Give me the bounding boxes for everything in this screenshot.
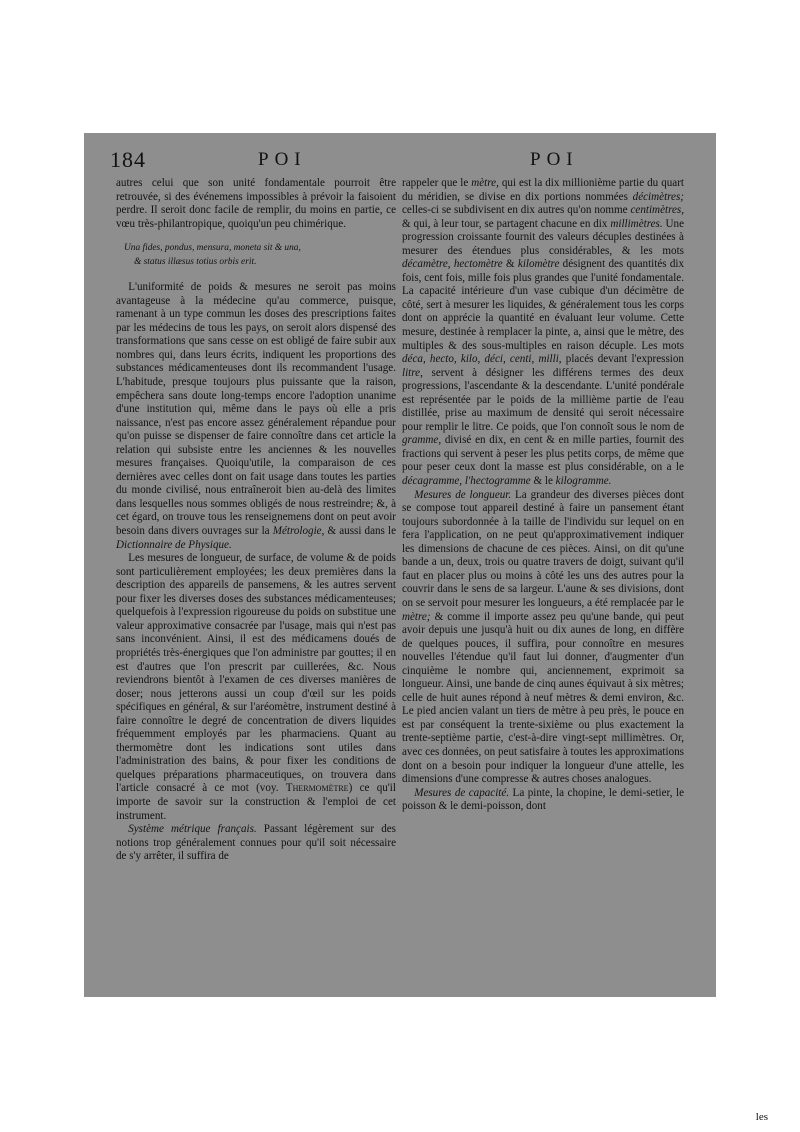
paragraph: Système métrique français. Passant légèrement sur des notions trop généralement connues pour qu'il soit nécessaire de s'y arrêter, il suffira de (116, 823, 396, 863)
right-column (402, 177, 684, 814)
italic-term: Dictionnaire de Physique. (116, 538, 232, 551)
running-head-right: POI (530, 149, 579, 170)
verse-line: & status illæsus totius orbis erit. (134, 257, 257, 268)
paragraph: autres celui que son unité fondamentale pourroit être retrouvée, si des événemens impossibles à prévoir la faisoient perdre. Il seroit donc facile de remplir, du moins en partie, ce vœu très-philantropique, quoiqu'un peu chimérique. (116, 177, 396, 230)
page-header (110, 145, 690, 173)
italic-term: Métrologie (272, 525, 322, 538)
section-heading: Mesures de capacité. (414, 786, 510, 799)
small-caps-term: Thermomètre (285, 782, 349, 795)
paragraph: Les mesures de longueur, de surface, de volume & de poids sont particulièrement employées; les deux premières dans la description des appareils de pansemens, & les autres servent pour fixer les diverses doses des substances médicamenteuses; quelquefois à l'expression rigoureuse du poids on substitue une valeur approximative consacrée par l'usage, mais qui n'est pas sans inconvénient. Ainsi, il est des médicamens doués de propriétés très-énergiques que l'on administre par gouttes; il en est d'autres que l'on prescrit par cuillerées, &c. Nous reviendrons bientôt à l'examen de ces diverses manières de doser; nous jetterons aussi un coup d'œil sur les poids spécifiques en général, & sur l'aréomètre, instrument destiné à faire connoître le degré de concentration de divers liquides fréquemment employés par les pharmaciens. Quant au thermomètre dont les indications sont utiles dans l'administration des bains, & pour fixer les conditions de quelques préparations pharmaceutiques, on trouvera dans l'article consacré à ce mot (voy. Thermomètre) ce qu'il importe de savoir sur la construction & l'emploi de cet instrument. (116, 552, 396, 822)
catchword: les (755, 1111, 768, 1123)
paragraph: rappeler que le mètre, qui est la dix millionième partie du quart du méridien, se divise en dix portions nommées décimètres; celles-ci se subdivisent en dix autres qu'on nomme centimètres, & qui, à leur tour, se partagent chacune en dix millimètres. Une progression croissante fournit des valeurs décuples destinées à mesurer des étendues plus considérables, & les mots décamètre, hectomètre & kilomètre désignent des quantités dix fois, cent fois, mille fois plus grandes que l'unité fondamentale. La capacité intérieure d'un vase cubique d'un décimètre de côté, sert à mesurer les liquides, & généralement tous les corps dont on apprécie la quantité en évaluant leur volume. Cette mesure, destinée à remplacer la pinte, a, ainsi que le mètre, des multiples & des sous-multiples en raison décuple. Les mots déca, hecto, kilo, déci, centi, milli, placés devant l'expression litre, servent à désigner les différens termes des deux progressions, l'ascendante & la descendante. L'unité pondérale est représentée par le poids de la millième partie de l'eau distillée, prise au maximum de densité qui seroit nécessaire pour remplir le litre. Ce poids, que l'on connoît sous le nom de gramme, divisé en dix, en cent & en mille parties, fournit des fractions qui servent à peser les plus petits corps, de même que pour peser ceux dont la masse est plus considérable, on a le décagramme, l'hectogramme & le kilogramme. (402, 177, 685, 488)
left-column (116, 177, 396, 864)
paragraph: Mesures de capacité. La pinte, la chopine, le demi-setier, le poisson & le demi-poisson, dont (402, 786, 685, 813)
page-number: 184 (110, 147, 146, 172)
running-head-left: POI (258, 149, 307, 170)
paragraph: L'uniformité de poids & mesures ne seroit pas moins avantageuse à la médecine qu'au commerce, puisque, ramenant à un type commun les doses des prescriptions faites par les médecins de tous les pays, on seroit alors dispensé des transformations que sans cesse on est obligé de faire subir aux nombres qui, dans leurs écrits, indiquent les proportions des substances médicamenteuses dont ils recommandent l'usage. L'habitude, presque toujours plus puissante que la raison, empêchera sans doute long-temps encore l'adoption unanime d'une institution qui, même dans le pays où elle a pris naissance, n'est pas encore assez généralement répandue pour qu'on puisse se dispenser de faire connoître dans cet article la relation qui subsiste entre les anciennes & les nouvelles mesures françaises. Quoiqu'utile, la comparaison de ces dernières avec celles dont on fait usage dans toutes les parties du monde civilisé, nous entraîneroit bien au-delà des limites dans lesquelles nous sommes obligés de nous restreindre; &, à cet égard, on trouve tous les renseignemens dont on peut avoir besoin dans divers ouvrages sur la Métrologie, & aussi dans le Dictionnaire de Physique. (116, 281, 396, 551)
paragraph: Mesures de longueur. La grandeur des diverses pièces dont se compose tout appareil destiné à faire un pansement étant toujours subordonnée à la taille de l'individu sur lequel on en fera l'application, on ne peut qu'approximativement indiquer les dimensions de chacune de ces pièces. Ainsi, on dit qu'une bande a un, deux, trois ou quatre travers de doigt, suivant qu'il faut en placer plus ou moins à côté les uns des autres pour la couvrir dans le sens de sa largeur. L'aune & ses divisions, dont on se servoit pour mesurer les longueurs, a été remplacée par le mètre; & comme il importe assez peu qu'une bande, qui peut avoir depuis une jusqu'à huit ou dix aunes de long, en diffère de quelques pouces, il suffira, pour connoître en mesures nouvelles l'étendue qu'il faut lui donner, d'augmenter d'un cinquième le nombre qui, anciennement, exprimoit sa longueur. Ainsi, une bande de cinq aunes équivaut à six mètres; celle de huit aunes répond à neuf mètres & demi environ, &c. Le pied ancien valant un tiers de mètre à peu près, le pouce en est par conséquent la trente-sixième ou plus exactement la trente-septième partie, c'est-à-dire vingt-sept millimètres. Or, avec ces données, on peut satisfaire à toutes les approximations dont on a besoin pour indiquer la longueur d'une attelle, les dimensions d'une compresse & autres choses analogues. (402, 488, 685, 786)
section-heading: Système métrique français. (128, 823, 257, 836)
verse-line: Una fides, pondus, mensura, moneta sit & una, (124, 243, 301, 254)
scanned-page (84, 133, 716, 997)
latin-epigraph (124, 241, 396, 269)
section-heading: Mesures de longueur. (414, 488, 512, 501)
